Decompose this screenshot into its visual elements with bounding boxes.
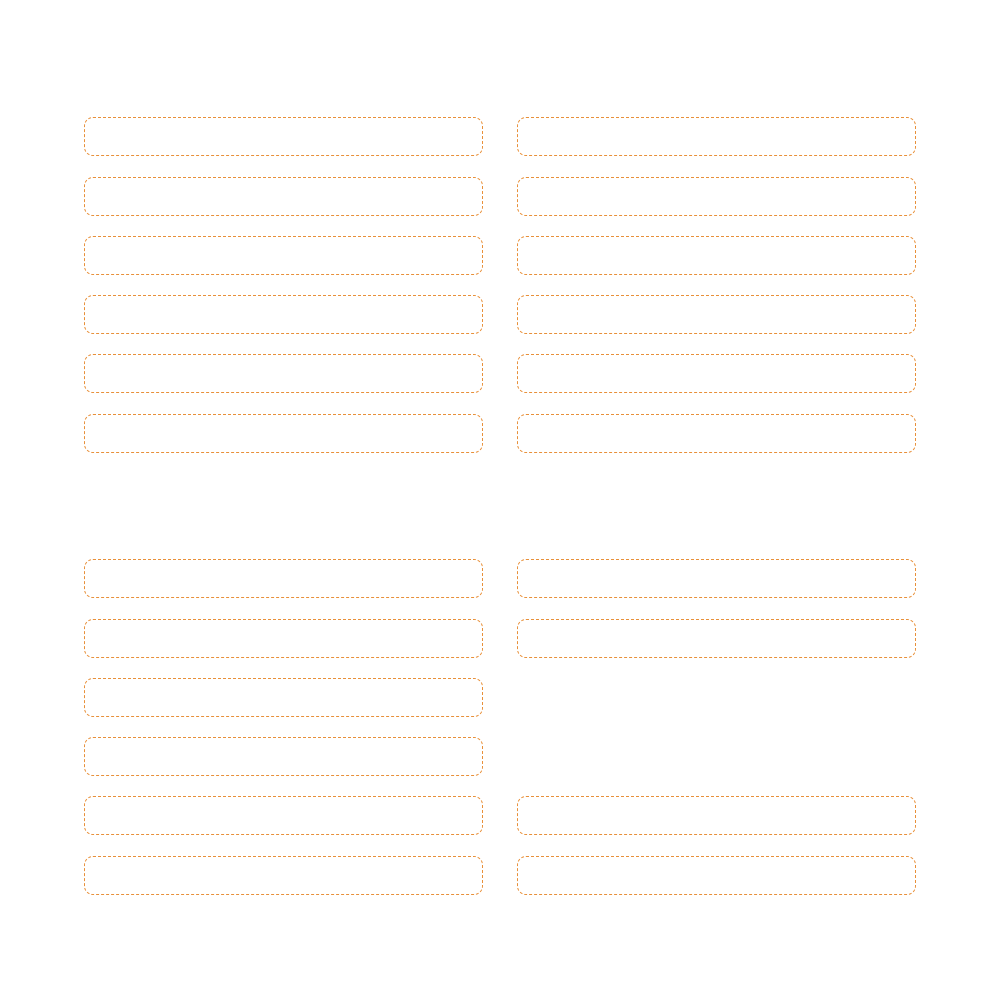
top-right-slot-2[interactable] xyxy=(517,177,916,216)
bottom-right-slot-2[interactable] xyxy=(517,619,916,658)
top-right-slot-5[interactable] xyxy=(517,354,916,393)
bottom-left-slot-6[interactable] xyxy=(84,856,483,895)
top-right-slot-4[interactable] xyxy=(517,295,916,334)
top-left-slot-5[interactable] xyxy=(84,354,483,393)
bottom-left-slot-2[interactable] xyxy=(84,619,483,658)
top-left-slot-3[interactable] xyxy=(84,236,483,275)
bottom-left-slot-1[interactable] xyxy=(84,559,483,598)
bottom-right-slot-4[interactable] xyxy=(517,856,916,895)
bottom-right-slot-1[interactable] xyxy=(517,559,916,598)
bottom-left-slot-5[interactable] xyxy=(84,796,483,835)
top-left-slot-2[interactable] xyxy=(84,177,483,216)
bottom-right-slot-3[interactable] xyxy=(517,796,916,835)
bottom-left-slot-4[interactable] xyxy=(84,737,483,776)
top-left-slot-6[interactable] xyxy=(84,414,483,453)
top-right-slot-3[interactable] xyxy=(517,236,916,275)
top-left-slot-1[interactable] xyxy=(84,117,483,156)
top-left-slot-4[interactable] xyxy=(84,295,483,334)
bottom-left-slot-3[interactable] xyxy=(84,678,483,717)
top-right-slot-6[interactable] xyxy=(517,414,916,453)
top-right-slot-1[interactable] xyxy=(517,117,916,156)
